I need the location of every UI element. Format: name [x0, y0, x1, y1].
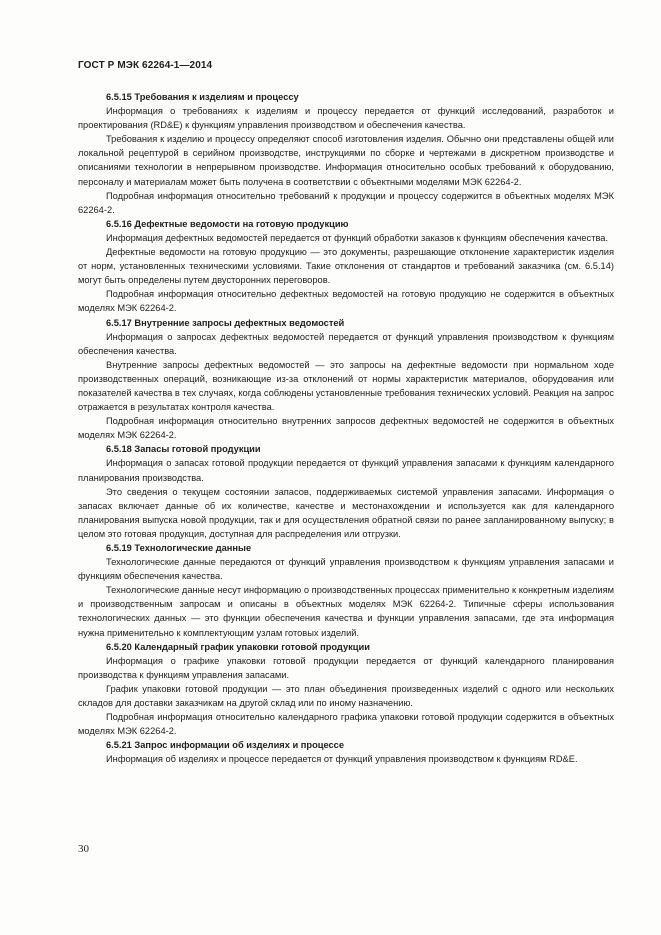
- paragraph: Подробная информация относительно внутренних запросов дефектных ведомостей не содержится в объектных моделях МЭК 62264-2.: [78, 416, 614, 441]
- page-number: 30: [78, 843, 89, 855]
- section-heading: 6.5.16 Дефектные ведомости на готовую продукцию: [106, 218, 349, 229]
- paragraph: Подробная информация относительно календарного графика упаковки готовой продукции содержится в объектных моделях МЭК 62264-2.: [78, 712, 614, 737]
- paragraph: Внутренние запросы дефектных ведомостей — это запросы на дефектные ведомости при нормальном ходе производственных операций, возникающие из-за отклонений от нормы характеристик материалов, оборудования или показателей качества в тех случаях, когда соблюдены установленные требования технических условий. Реакция на запрос отражается в результатах контроля качества.: [78, 359, 614, 413]
- paragraph: Информация дефектных ведомостей передается от функций обработки заказов к функциям обеспечения качества.: [106, 232, 609, 243]
- paragraph: Подробная информация относительно дефектных ведомостей на готовую продукцию не содержится в объектных моделях МЭК 62264-2.: [78, 289, 614, 314]
- section-heading: 6.5.18 Запасы готовой продукции: [106, 444, 261, 455]
- section-heading: 6.5.19 Технологические данные: [106, 543, 252, 553]
- paragraph: Подробная информация относительно требований к продукции и процессу содержится в объектных моделях МЭК 62264-2.: [78, 190, 614, 215]
- document-body: [78, 90, 614, 767]
- paragraph: Требования к изделию и процессу определяют способ изготовления изделия. Обычно они представлены общей или локальной рецептурой в серийном производстве, инструкциями по сборке и чертежами в дискретном производстве и описаниями технологии в непрерывном производстве. Информация относительно особых требований к оборудованию, персоналу и материалам может быть получена в соответствии с объектными моделями МЭК 62264-2.: [78, 134, 614, 187]
- section-heading: 6.5.17 Внутренние запросы дефектных ведомостей: [106, 317, 345, 328]
- paragraph: Это сведения о текущем состоянии запасов, поддерживаемых системой управления запасами. Информация о запасах включает данные об их количестве, качестве и местонахождении и используется как для календарного планирования выпуска новой продукции, так и для осуществления обратной связи по ранее запланированному выпуску; в целом это готовая продукция, доступная для распределения или отгрузки.: [78, 486, 614, 539]
- paragraph: Дефектные ведомости на готовую продукцию — это документы, разрешающие отклонение характеристик изделия от норм, установленных техническими условиями. Такие отклонения от стандартов и требований заказчика (см. 6.5.14) могут быть определены путем двусторонних переговоров.: [78, 247, 614, 286]
- paragraph: Технологические данные несут информацию о производственных процессах применительно к конкретным изделиям и производственным запросам и описаны в объектных моделях МЭК 62264-2. Типичные сферы использования технологических данных — это функции обеспечения качества и функции управления запасами, где эта информация нужна применительно к комплектующим узлам готовых изделий.: [78, 585, 614, 638]
- paragraph: График упаковки готовой продукции — это план объединения произведенных изделий с одного или нескольких складов для доставки заказчикам на другой склад или по иному назначению.: [78, 683, 614, 709]
- paragraph: Технологические данные передаются от функций управления производством к функциям управления запасами и функциям обеспечения качества.: [78, 557, 614, 582]
- section-heading: 6.5.21 Запрос информации об изделиях и процессе: [106, 740, 345, 751]
- paragraph: Информация об изделиях и процессе передается от функций управления производством к функциям RD&E.: [106, 754, 578, 765]
- paragraph: Информация о требованиях к изделиям и процессу передается от функций исследований, разработок и проектирования (RD&E) к функциям управления производством и обеспечения качества.: [78, 106, 614, 131]
- document-header: ГОСТ Р МЭК 62264-1—2014: [78, 60, 213, 71]
- paragraph: Информация о запасах готовой продукции передается от функций управления запасами к функциям календарного планирования производства.: [78, 458, 614, 483]
- section-heading: 6.5.15 Требования к изделиям и процессу: [106, 92, 299, 102]
- section-heading: 6.5.20 Календарный график упаковки готовой продукции: [106, 641, 370, 652]
- paragraph: Информация о запросах дефектных ведомостей передается от функций управления производством к функциям обеспечения качества.: [78, 331, 614, 356]
- paragraph: Информация о графике упаковки готовой продукции передается от функций календарного планирования производства к функциям управления запасами.: [78, 655, 614, 680]
